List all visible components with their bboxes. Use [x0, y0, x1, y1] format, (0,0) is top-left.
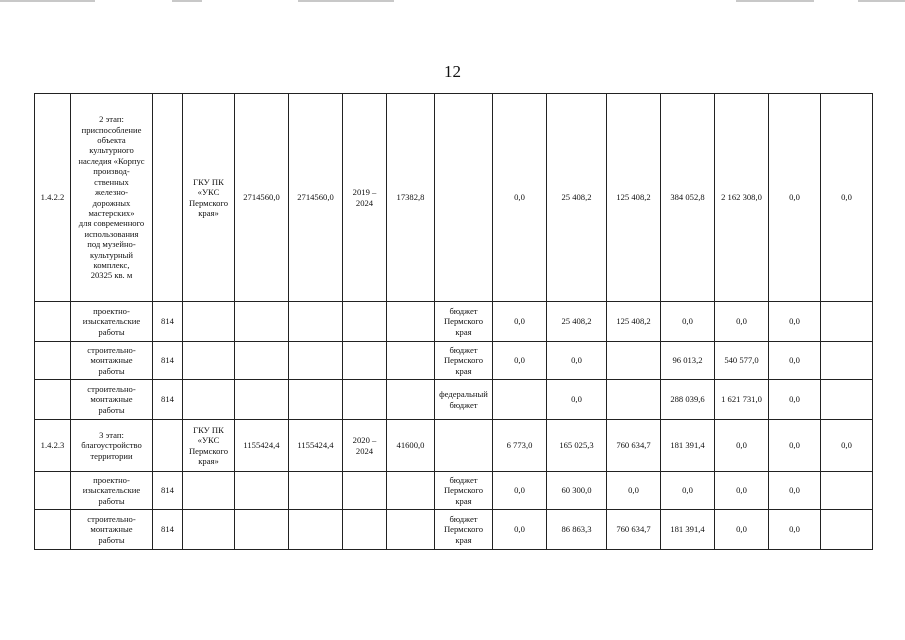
measure-name: строительно- монтажные работы — [71, 380, 153, 420]
funding-source — [435, 94, 493, 302]
scan-edge-mark — [736, 0, 814, 2]
table-subrow — [35, 510, 873, 550]
estimated-cost — [235, 472, 289, 510]
funding-source — [435, 420, 493, 472]
contract-cost: 2714560,0 — [289, 94, 343, 302]
funding-source: федеральный бюджет — [435, 380, 493, 420]
measure-name: строительно- монтажные работы — [71, 342, 153, 380]
estimated-cost: 2714560,0 — [235, 94, 289, 302]
table-row — [35, 420, 873, 472]
implementation-period: 2019 – 2024 — [343, 94, 387, 302]
table-subrow — [35, 302, 873, 342]
amount-year-3: 0,0 — [607, 472, 661, 510]
amount-year-4: 181 391,4 — [661, 420, 715, 472]
budget-code — [153, 94, 183, 302]
scan-edge-mark — [0, 0, 95, 2]
estimated-cost — [235, 510, 289, 550]
amount-year-7 — [821, 510, 873, 550]
funding-source: бюджет Пермского края — [435, 510, 493, 550]
table-subrow — [35, 472, 873, 510]
budget-code — [153, 420, 183, 472]
amount-year-4: 96 013,2 — [661, 342, 715, 380]
amount-year-5: 0,0 — [715, 510, 769, 550]
amount-year-3 — [607, 342, 661, 380]
implementation-period — [343, 380, 387, 420]
contract-cost: 1155424,4 — [289, 420, 343, 472]
amount-year-2: 25 408,2 — [547, 94, 607, 302]
implementation-period — [343, 342, 387, 380]
amount-year-3: 125 408,2 — [607, 302, 661, 342]
amount-year-6: 0,0 — [769, 510, 821, 550]
amount-year-1 — [493, 380, 547, 420]
row-code — [35, 510, 71, 550]
amount-year-7: 0,0 — [821, 94, 873, 302]
amount-year-5: 0,0 — [715, 420, 769, 472]
amount-year-7 — [821, 380, 873, 420]
amount-year-3: 760 634,7 — [607, 420, 661, 472]
contract-cost — [289, 302, 343, 342]
implementation-period: 2020 – 2024 — [343, 420, 387, 472]
executor-name — [183, 380, 235, 420]
amount-year-1: 0,0 — [493, 472, 547, 510]
row-code — [35, 472, 71, 510]
budget-code: 814 — [153, 472, 183, 510]
scan-edge-mark — [858, 0, 905, 2]
scan-edge-mark — [172, 0, 202, 2]
funding-source: бюджет Пермского края — [435, 472, 493, 510]
contract-cost — [289, 342, 343, 380]
amount-year-4: 0,0 — [661, 472, 715, 510]
table-subrow — [35, 342, 873, 380]
row-code — [35, 380, 71, 420]
estimated-cost — [235, 380, 289, 420]
amount-year-5: 540 577,0 — [715, 342, 769, 380]
amount-year-3 — [607, 380, 661, 420]
amount-year-4: 181 391,4 — [661, 510, 715, 550]
amount-year-5: 1 621 731,0 — [715, 380, 769, 420]
amount-year-1: 0,0 — [493, 94, 547, 302]
amount-year-7 — [821, 342, 873, 380]
contract-cost — [289, 510, 343, 550]
funding-source: бюджет Пермского края — [435, 302, 493, 342]
amount-year-6: 0,0 — [769, 342, 821, 380]
contract-cost — [289, 380, 343, 420]
amount-year-3: 760 634,7 — [607, 510, 661, 550]
executor-name — [183, 510, 235, 550]
row-code — [35, 302, 71, 342]
amount-year-5: 0,0 — [715, 472, 769, 510]
executor-name: ГКУ ПК «УКС Пермского края» — [183, 420, 235, 472]
amount-year-4: 0,0 — [661, 302, 715, 342]
amount-year-1: 0,0 — [493, 342, 547, 380]
measure-name: 3 этап: благоустройство территории — [71, 420, 153, 472]
amount-year-2: 86 863,3 — [547, 510, 607, 550]
table-subrow — [35, 380, 873, 420]
budget-code: 814 — [153, 302, 183, 342]
capacity-value — [387, 342, 435, 380]
capacity-value — [387, 510, 435, 550]
amount-year-5: 2 162 308,0 — [715, 94, 769, 302]
row-code — [35, 342, 71, 380]
amount-year-2: 0,0 — [547, 380, 607, 420]
amount-year-6: 0,0 — [769, 302, 821, 342]
amount-year-6: 0,0 — [769, 380, 821, 420]
implementation-period — [343, 510, 387, 550]
amount-year-6: 0,0 — [769, 420, 821, 472]
amount-year-3: 125 408,2 — [607, 94, 661, 302]
executor-name — [183, 302, 235, 342]
amount-year-4: 384 052,8 — [661, 94, 715, 302]
row-code: 1.4.2.3 — [35, 420, 71, 472]
capacity-value — [387, 472, 435, 510]
amount-year-6: 0,0 — [769, 94, 821, 302]
executor-name: ГКУ ПК «УКС Пермского края» — [183, 94, 235, 302]
amount-year-6: 0,0 — [769, 472, 821, 510]
capacity-value — [387, 380, 435, 420]
executor-name — [183, 472, 235, 510]
estimated-cost — [235, 342, 289, 380]
funding-source: бюджет Пермского края — [435, 342, 493, 380]
estimated-cost — [235, 302, 289, 342]
budget-code: 814 — [153, 342, 183, 380]
row-code: 1.4.2.2 — [35, 94, 71, 302]
budget-code: 814 — [153, 380, 183, 420]
table-row — [35, 94, 873, 302]
measure-name: 2 этап: приспособление объекта культурного наследия «Корпус производ- ственных железно- дорожных мастерских» для современного использования под музейно- культурный комплекс, 20325 кв. м — [71, 94, 153, 302]
contract-cost — [289, 472, 343, 510]
program-table — [34, 93, 873, 550]
amount-year-7 — [821, 472, 873, 510]
amount-year-7: 0,0 — [821, 420, 873, 472]
amount-year-1: 0,0 — [493, 302, 547, 342]
executor-name — [183, 342, 235, 380]
implementation-period — [343, 302, 387, 342]
scan-edge-mark — [298, 0, 394, 2]
amount-year-4: 288 039,6 — [661, 380, 715, 420]
implementation-period — [343, 472, 387, 510]
measure-name: проектно- изыскательские работы — [71, 472, 153, 510]
page-number: 12 — [444, 62, 461, 81]
amount-year-1: 6 773,0 — [493, 420, 547, 472]
budget-code: 814 — [153, 510, 183, 550]
measure-name: проектно- изыскательские работы — [71, 302, 153, 342]
amount-year-7 — [821, 302, 873, 342]
capacity-value — [387, 302, 435, 342]
amount-year-2: 60 300,0 — [547, 472, 607, 510]
amount-year-2: 0,0 — [547, 342, 607, 380]
measure-name: строительно- монтажные работы — [71, 510, 153, 550]
amount-year-1: 0,0 — [493, 510, 547, 550]
capacity-value: 17382,8 — [387, 94, 435, 302]
amount-year-2: 165 025,3 — [547, 420, 607, 472]
estimated-cost: 1155424,4 — [235, 420, 289, 472]
amount-year-2: 25 408,2 — [547, 302, 607, 342]
amount-year-5: 0,0 — [715, 302, 769, 342]
capacity-value: 41600,0 — [387, 420, 435, 472]
